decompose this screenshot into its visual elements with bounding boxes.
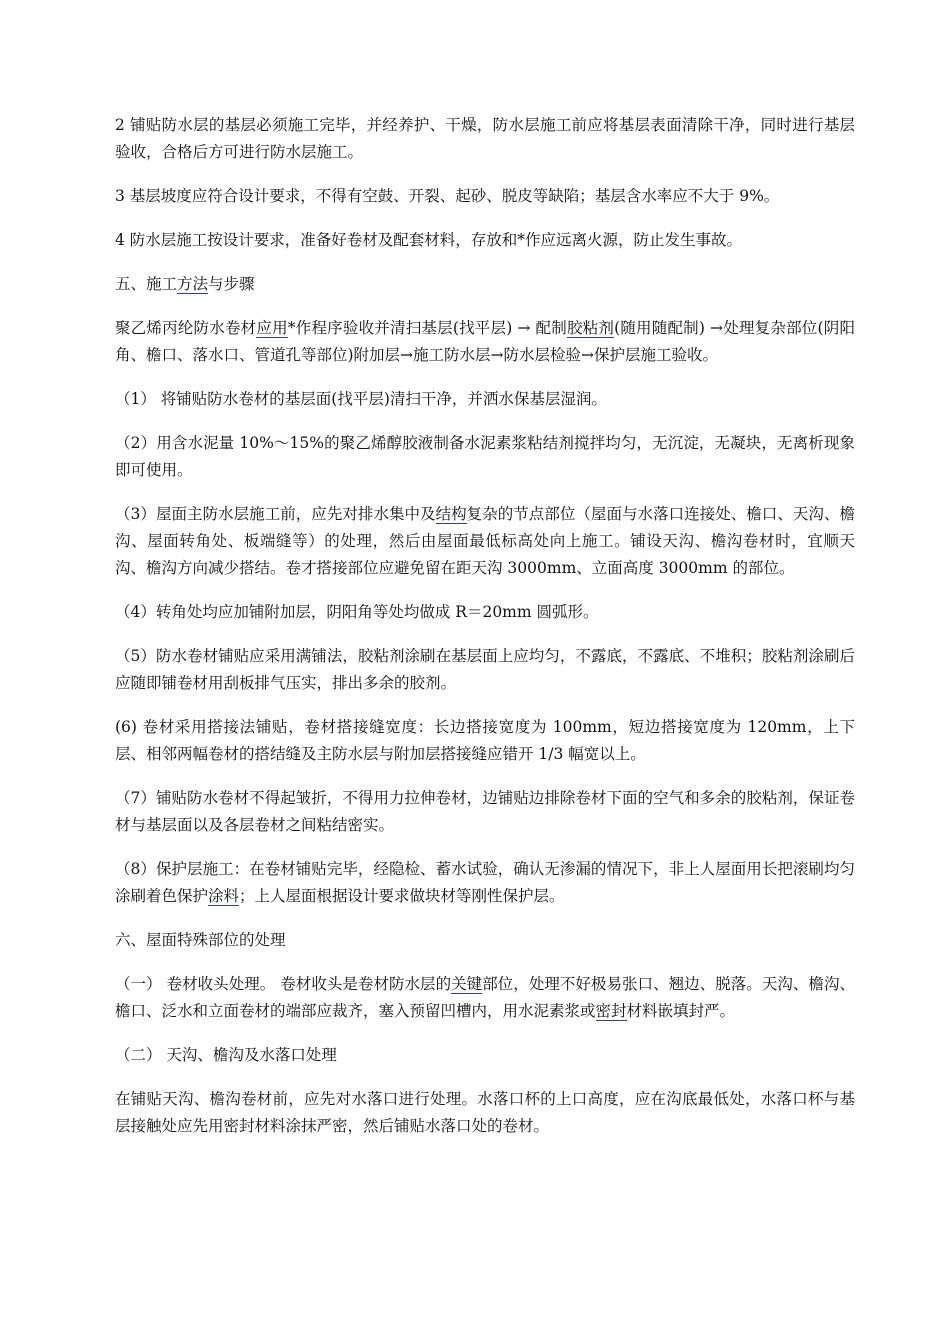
text-run: （一） 卷材收头处理。 卷材收头是卷材防水层的 xyxy=(115,975,452,993)
text-run: 五、施工 xyxy=(115,275,178,293)
hyperlink[interactable]: 关键 xyxy=(451,975,483,993)
text-run: （5）防水卷材铺贴应采用满铺法，胶粘剂涂刷在基层面上应均匀，不露底，不露底、不堆积；胶粘剂涂刷后应随即铺卷材用刮板排气压实，排出多余的胶剂。 xyxy=(115,647,855,692)
text-run: 与步骤 xyxy=(208,275,255,293)
text-run: （1） 将铺贴防水卷材的基层面(找平层)清扫干净，并洒水保基层湿润。 xyxy=(115,390,607,408)
text-run: （8）保护层施工：在卷材铺贴完毕，经隐检、蓄水试验，确认无渗漏的情况下，非上人屋面用长把滚刷均匀涂刷着色保护 xyxy=(115,860,855,905)
paragraph-s1 xyxy=(115,386,855,413)
text-run: （二） 天沟、檐沟及水落口处理 xyxy=(115,1046,337,1064)
text-run: ；上人屋面根据设计要求做块材等刚性保护层。 xyxy=(239,887,565,905)
text-run: (随用随配制) →处理复杂部位(阴阳角、檐口、落水口、管道孔等部位)附加层→施工防水层→防水层检验→保护层施工验收。 xyxy=(115,319,855,364)
paragraph-t1 xyxy=(115,971,855,1025)
paragraph-p2 xyxy=(115,183,855,210)
hyperlink[interactable]: 胶粘剂 xyxy=(566,319,615,337)
paragraph-s3 xyxy=(115,501,855,582)
text-run: 聚乙烯丙纶防水卷材 xyxy=(115,319,257,337)
text-run: (6) 卷材采用搭接法铺贴，卷材搭接缝宽度：长边搭接宽度为 100mm，短边搭接宽度为 120mm，上下层、相邻两幅卷材的搭结缝及主防水层与附加层搭接缝应错开 1/3 幅宽以上。 xyxy=(115,718,855,763)
text-run: 复杂的节点部位（屋面与水落口连接处、檐口、天沟、檐沟、屋面转角处、板端缝等）的处理，然后由屋面最低标高处向上施工。铺设天沟、檐沟卷材时，宜顺天沟、檐沟方向减少搭结。卷才搭接部位应避免留在距天沟 3000mm、立面高度 3000mm 的部位。 xyxy=(115,505,855,577)
hyperlink[interactable]: 结构 xyxy=(435,505,467,523)
hyperlink[interactable]: 涂料 xyxy=(208,887,240,905)
paragraph-s5 xyxy=(115,643,855,697)
paragraph-s7 xyxy=(115,785,855,839)
text-run: 3 基层坡度应符合设计要求，不得有空鼓、开裂、起砂、脱皮等缺陷；基层含水率应不大于 9%。 xyxy=(115,187,780,205)
paragraph-t2 xyxy=(115,1042,855,1069)
paragraph-s6 xyxy=(115,714,855,768)
document-page xyxy=(115,112,855,1157)
text-run: 在铺贴天沟、檐沟卷材前，应先对水落口进行处理。水落口杯的上口高度，应在沟底最低处，水落口杯与基层接触处应先用密封材料涂抹严密，然后铺贴水落口处的卷材。 xyxy=(115,1090,855,1135)
hyperlink[interactable]: 密封 xyxy=(595,1002,627,1020)
paragraph-p4 xyxy=(115,315,855,369)
text-run: （3）屋面主防水层施工前，应先对排水集中及 xyxy=(115,505,436,523)
paragraph-s4 xyxy=(115,599,855,626)
hyperlink[interactable]: 方法 xyxy=(177,275,209,293)
text-run: 材料嵌填封严。 xyxy=(626,1002,736,1020)
text-run: *作程序验收并清扫基层(找平层) → 配制 xyxy=(287,319,567,337)
paragraph-s2 xyxy=(115,430,855,484)
paragraph-s8 xyxy=(115,856,855,910)
text-run: （7）铺贴防水卷材不得起皱折，不得用力拉伸卷材，边铺贴边排除卷材下面的空气和多余的胶粘剂，保证卷材与基层面以及各层卷材之间粘结密实。 xyxy=(115,789,855,834)
paragraph-h6 xyxy=(115,927,855,954)
paragraph-h5 xyxy=(115,271,855,298)
text-run: （2）用含水泥量 10%～15%的聚乙烯醇胶液制备水泥素浆粘结剂搅拌均匀，无沉淀，无凝块，无离析现象即可使用。 xyxy=(115,434,855,479)
text-run: 部位，处理不好极易张口、翘边、脱落。天沟、檐沟、檐口、泛水和立面卷材的端部应裁齐，塞入预留凹槽内，用水泥素浆或 xyxy=(115,975,855,1020)
text-run: 2 铺贴防水层的基层必须施工完毕，并经养护、干燥，防水层施工前应将基层表面清除干净，同时进行基层验收，合格后方可进行防水层施工。 xyxy=(115,116,855,161)
paragraph-p5 xyxy=(115,1086,855,1140)
text-run: 4 防水层施工按设计要求，准备好卷材及配套材料，存放和*作应远离火源，防止发生事故。 xyxy=(115,231,743,249)
text-run: （4）转角处均应加铺附加层，阴阳角等处均做成 R＝20mm 圆弧形。 xyxy=(115,603,599,621)
paragraph-p3 xyxy=(115,227,855,254)
text-run: 六、屋面特殊部位的处理 xyxy=(115,931,286,949)
hyperlink[interactable]: 应用 xyxy=(256,319,288,337)
paragraph-p1 xyxy=(115,112,855,166)
